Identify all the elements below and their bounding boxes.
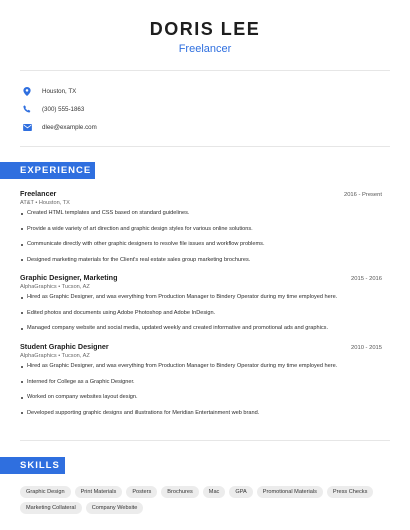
skill-chip: Marketing Collateral — [20, 502, 82, 514]
resume-header — [0, 0, 410, 56]
skill-chip: Posters — [126, 486, 157, 498]
location-pin-icon — [22, 86, 32, 96]
bullet-item: Edited photos and documents using Adobe Photoshop and Adobe InDesign. — [20, 310, 382, 317]
bullet-item: Hired as Graphic Designer, and was everything from Production Manager to Bindery Operator during my time employed here. — [20, 294, 382, 301]
bullet-item: Hired as Graphic Designer, and was everything from Production Manager to Bindery Operator during my time employed here. — [20, 363, 382, 370]
header-divider — [20, 70, 390, 71]
experience-item — [20, 273, 382, 341]
bullet-item: Interned for College as a Graphic Designer. — [20, 379, 382, 386]
skill-chip: Mac — [203, 486, 226, 498]
job-organization: AlphaGraphics • Tucson, AZ — [20, 353, 90, 359]
email-icon — [22, 122, 32, 132]
bullet-item: Worked on company websites layout design. — [20, 394, 382, 401]
experience-divider — [20, 440, 390, 441]
bullet-item: Provide a wide variety of art direction and graphic design styles for various online solutions. — [20, 226, 382, 233]
job-title: Student Graphic Designer — [20, 342, 109, 351]
contact-email — [20, 118, 97, 136]
job-organization: AT&T • Houston, TX — [20, 200, 70, 206]
skill-chip: Brochures — [161, 486, 199, 498]
skill-chip: Company Website — [86, 502, 144, 514]
skills-section-heading: SKILLS — [0, 457, 65, 474]
contact-phone-text: (300) 555-1863 — [42, 105, 85, 113]
job-title: Freelancer — [20, 189, 57, 198]
skill-chip: Print Materials — [75, 486, 123, 498]
candidate-role: Freelancer — [178, 43, 232, 55]
bullet-item: Developed supporting graphic designs and illustrations for Meridian Entertainment web brand. — [20, 410, 382, 417]
experience-section-heading: EXPERIENCE — [0, 162, 95, 179]
skills-list — [20, 486, 390, 518]
skill-chip: Graphic Design — [20, 486, 71, 498]
job-title: Graphic Designer, Marketing — [20, 273, 118, 282]
contact-location-text: Houston, TX — [42, 87, 77, 95]
bullet-item: Managed company website and social media, updated weekly and created informative and promotional ads and graphics. — [20, 325, 382, 332]
candidate-name: DORIS LEE — [149, 19, 261, 39]
phone-icon — [22, 104, 32, 114]
contact-divider — [20, 146, 390, 147]
contact-list — [20, 82, 97, 136]
experience-item — [20, 342, 382, 425]
contact-location — [20, 82, 97, 100]
bullet-item: Created HTML templates and CSS based on standard guidelines. — [20, 210, 382, 217]
bullet-item: Designed marketing materials for the Client's real estate sales group marketing brochures. — [20, 257, 382, 264]
skill-chip: GPA — [229, 486, 252, 498]
bullet-item: Communicate directly with other graphic designers to resolve file issues and workflow problems. — [20, 241, 382, 248]
skill-chip: Promotional Materials — [257, 486, 323, 498]
job-bullets — [20, 210, 382, 264]
job-bullets — [20, 363, 382, 417]
job-dates: 2016 - Present — [343, 192, 382, 198]
contact-email-text: dlee@example.com — [42, 123, 97, 131]
skill-chip: Press Checks — [327, 486, 374, 498]
job-organization: AlphaGraphics • Tucson, AZ — [20, 284, 90, 290]
job-bullets — [20, 294, 382, 332]
job-dates: 2010 - 2015 — [351, 345, 382, 351]
job-dates: 2015 - 2016 — [351, 276, 382, 282]
contact-phone — [20, 100, 97, 118]
experience-item — [20, 189, 382, 272]
